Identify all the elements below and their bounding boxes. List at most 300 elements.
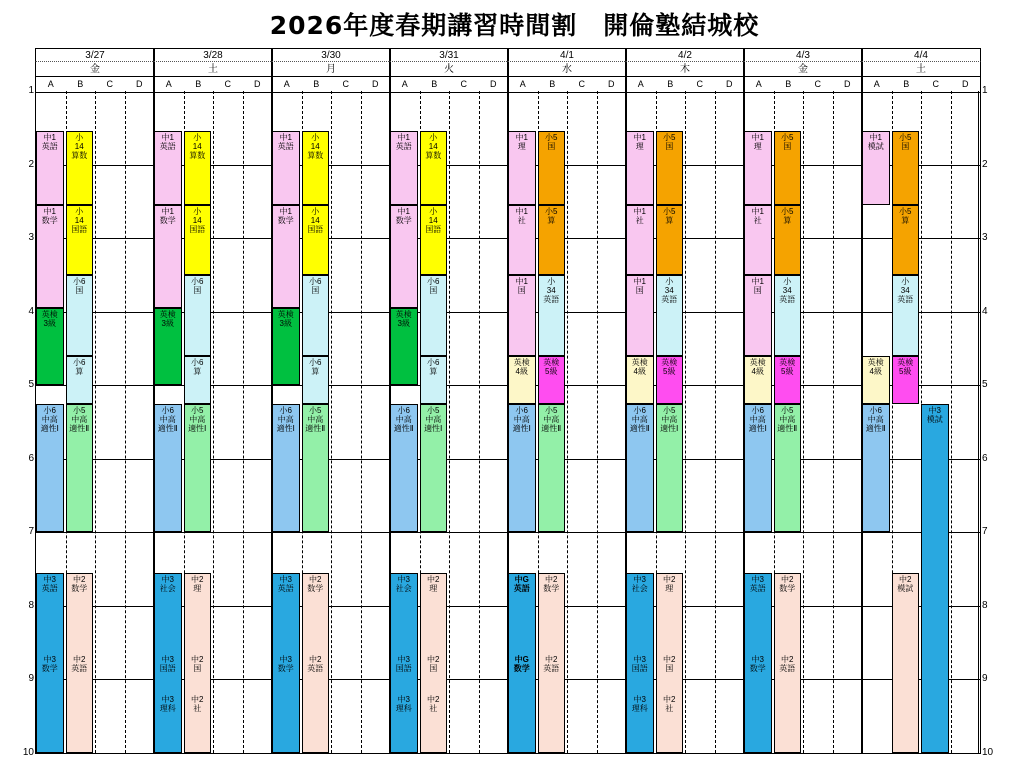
class-block-line: 中3	[633, 654, 646, 664]
slot-separator	[567, 91, 568, 753]
period-line	[390, 532, 508, 533]
class-block-line: 中3	[161, 654, 174, 664]
class-block-line: 算	[547, 216, 556, 225]
class-block-line: 中高	[189, 414, 206, 424]
slot-header-b: B	[431, 79, 438, 89]
class-block-line: 英語	[277, 583, 294, 593]
class-block[interactable]	[302, 573, 330, 753]
day-date-header: 3/30	[271, 48, 391, 62]
class-block-line: 中高	[543, 414, 560, 424]
class-block-line: 英語	[543, 294, 560, 304]
class-block-line: 国	[429, 285, 438, 295]
class-block-sub	[391, 655, 417, 673]
class-block[interactable]	[626, 573, 654, 753]
class-block[interactable]	[656, 275, 684, 356]
slot-header-d: D	[490, 79, 497, 89]
class-block[interactable]	[184, 275, 212, 356]
class-block-line: 中高	[513, 414, 530, 424]
class-block[interactable]	[154, 131, 182, 205]
class-block-line: 3級	[161, 318, 174, 328]
class-block-line: 英語	[71, 663, 88, 673]
class-block[interactable]	[36, 573, 64, 753]
slot-header-a: A	[755, 79, 762, 89]
class-block-line: 中2	[781, 654, 794, 664]
class-block[interactable]	[36, 205, 64, 308]
period-number: 5	[982, 379, 988, 391]
period-line	[508, 532, 626, 533]
class-block-line: 理	[193, 583, 202, 593]
class-block[interactable]	[272, 205, 300, 308]
class-block-line: 小5	[899, 207, 912, 216]
class-block[interactable]	[892, 131, 920, 205]
slot-separator	[833, 91, 834, 753]
slot-separator	[597, 91, 598, 753]
class-block[interactable]	[36, 131, 64, 205]
slot-header-d: D	[136, 79, 143, 89]
class-block-line: 理	[753, 142, 762, 152]
period-number: 6	[982, 452, 988, 464]
class-block-line: 小6	[427, 276, 440, 286]
class-block-line: 算数	[425, 151, 442, 161]
class-block[interactable]	[538, 404, 566, 533]
class-block-line: 34	[900, 285, 910, 295]
class-block-line: 14	[74, 142, 84, 152]
period-line	[154, 532, 272, 533]
class-block[interactable]	[302, 275, 330, 356]
class-block-line: 数学	[779, 583, 796, 593]
class-block-line: 社	[429, 703, 438, 713]
class-block-line: 中1	[515, 133, 528, 143]
class-block[interactable]	[184, 404, 212, 533]
class-block-line: 適性Ⅱ	[777, 423, 798, 433]
class-block-line: 中2	[427, 694, 440, 704]
class-block-line: 5級	[545, 366, 558, 376]
slot-header-a: A	[47, 79, 54, 89]
period-number: 6	[28, 452, 34, 464]
slot-header-a: A	[165, 79, 172, 89]
timetable-grid	[35, 48, 979, 753]
slot-header-c: C	[342, 79, 349, 89]
class-block[interactable]	[744, 275, 772, 356]
class-block-line: 中1	[515, 207, 528, 216]
class-block-line: 中3	[633, 574, 646, 584]
class-block[interactable]	[538, 275, 566, 356]
class-block-line: 国	[75, 285, 84, 295]
slot-header-a: A	[401, 79, 408, 89]
class-block-line: 14	[74, 216, 84, 225]
class-block[interactable]	[508, 205, 536, 275]
class-block-line: 中1	[161, 207, 174, 216]
class-block-sub	[421, 695, 447, 713]
class-block[interactable]	[744, 404, 772, 533]
class-block-line: 英検	[897, 357, 914, 367]
class-block[interactable]	[656, 205, 684, 275]
class-block[interactable]	[774, 205, 802, 275]
class-block[interactable]	[66, 131, 94, 205]
class-block-line: 中2	[191, 694, 204, 704]
class-block-line: 適性Ⅰ	[276, 423, 295, 433]
class-block-line: 14	[428, 216, 438, 225]
class-block-line: 中高	[425, 414, 442, 424]
class-block[interactable]	[656, 573, 684, 753]
class-block[interactable]	[302, 356, 330, 404]
class-block-line: 中高	[71, 414, 88, 424]
class-block-line: 中2	[663, 654, 676, 664]
class-block-line: 中1	[751, 276, 764, 286]
class-block-line: 理科	[395, 703, 412, 713]
class-block-line: 小5	[309, 405, 322, 415]
class-block-line: 小6	[397, 405, 410, 415]
class-block-line: 国	[429, 663, 438, 673]
class-block-line: 国語	[71, 225, 88, 234]
class-block-sub	[37, 655, 63, 673]
class-block[interactable]	[656, 404, 684, 533]
class-block[interactable]	[390, 131, 418, 205]
class-block-line: 数学	[277, 663, 294, 673]
class-block[interactable]	[921, 404, 949, 753]
slot-separator	[213, 91, 214, 753]
class-block-line: 14	[192, 142, 202, 152]
class-block[interactable]	[626, 131, 654, 205]
class-block-line: 国	[665, 142, 674, 152]
slot-header-a: A	[873, 79, 880, 89]
class-block[interactable]	[390, 573, 418, 753]
class-block-line: 英語	[307, 663, 324, 673]
class-block-line: 中3	[751, 574, 764, 584]
class-block-line: 中3	[161, 694, 174, 704]
class-block-line: 国語	[631, 663, 648, 673]
class-block[interactable]	[36, 404, 64, 533]
class-block[interactable]	[154, 205, 182, 308]
slot-header-c: C	[460, 79, 467, 89]
day-of-week-header: 土	[861, 61, 981, 77]
class-block-line: 適性Ⅱ	[305, 423, 326, 433]
class-block[interactable]	[302, 131, 330, 205]
class-block-line: 数学	[159, 216, 176, 225]
class-block-line: 小5	[663, 133, 676, 143]
class-block-line: 中高	[277, 414, 294, 424]
class-block[interactable]	[656, 356, 684, 404]
class-block[interactable]	[744, 131, 772, 205]
period-number: 1	[982, 85, 988, 96]
class-block-line: 小6	[191, 276, 204, 286]
class-block[interactable]	[892, 205, 920, 275]
class-block[interactable]	[508, 131, 536, 205]
class-block[interactable]	[508, 275, 536, 356]
class-block-line: 英語	[661, 294, 678, 304]
class-block[interactable]	[36, 308, 64, 385]
period-line	[36, 385, 154, 386]
class-block[interactable]	[66, 205, 94, 275]
class-block-line: 算	[665, 216, 674, 225]
class-block-line: 小	[429, 133, 438, 143]
class-block[interactable]	[862, 404, 890, 533]
class-block-line: 英検	[159, 309, 176, 319]
class-block-line: 中2	[781, 574, 794, 584]
class-block-line: 中1	[633, 207, 646, 216]
class-block[interactable]	[420, 573, 448, 753]
class-block-line: 小	[193, 133, 202, 143]
class-block[interactable]	[154, 404, 182, 533]
class-block[interactable]	[66, 573, 94, 753]
class-block-line: 小	[75, 133, 84, 143]
class-block[interactable]	[862, 131, 890, 205]
class-block-sub	[657, 695, 683, 713]
class-block[interactable]	[892, 573, 920, 753]
slot-header-d: D	[608, 79, 615, 89]
class-block[interactable]	[390, 205, 418, 308]
slot-header-d: D	[372, 79, 379, 89]
class-block-line: 中2	[73, 654, 86, 664]
class-block-line: 英語	[749, 583, 766, 593]
class-block-line: 中1	[869, 133, 882, 143]
day-date-header: 3/31	[389, 48, 509, 62]
class-block-line: 小5	[663, 207, 676, 216]
class-block-line: 小5	[545, 133, 558, 143]
class-block[interactable]	[626, 275, 654, 356]
class-block-line: 社	[753, 216, 762, 225]
class-block-line: 14	[192, 216, 202, 225]
class-block-sub	[303, 655, 329, 673]
class-block-line: 国語	[189, 225, 206, 234]
class-block-line: 小	[429, 207, 438, 216]
class-block[interactable]	[66, 275, 94, 356]
class-block[interactable]	[744, 205, 772, 275]
class-block-line: 理	[517, 142, 526, 152]
class-block[interactable]	[626, 356, 654, 404]
slot-header-c: C	[932, 79, 939, 89]
class-block[interactable]	[272, 308, 300, 385]
class-block[interactable]	[508, 356, 536, 404]
period-line	[744, 532, 862, 533]
class-block-line: 国	[311, 285, 320, 295]
class-block-line: 中1	[43, 133, 56, 143]
class-block[interactable]	[420, 356, 448, 404]
page-title: 2026年度春期講習時間割 開倫塾結城校	[269, 11, 760, 40]
class-block-line: 小6	[515, 405, 528, 415]
class-block[interactable]	[774, 356, 802, 404]
class-block-line: 中2	[663, 574, 676, 584]
slot-separator	[479, 91, 480, 753]
class-block-line: 社会	[159, 583, 176, 593]
class-block-line: 算	[75, 366, 84, 376]
class-block[interactable]	[892, 275, 920, 356]
class-block[interactable]	[420, 275, 448, 356]
class-block[interactable]	[626, 404, 654, 533]
class-block-line: 14	[310, 216, 320, 225]
slot-header-b: B	[903, 79, 910, 89]
class-block-line: 国	[517, 285, 526, 295]
period-number: 2	[982, 158, 988, 170]
day-of-week-header: 木	[625, 61, 745, 77]
class-block-line: 中1	[633, 133, 646, 143]
class-block[interactable]	[272, 404, 300, 533]
class-block-line: 数学	[277, 216, 294, 225]
class-block-line: 中高	[749, 414, 766, 424]
slot-separator	[361, 91, 362, 753]
class-block-line: 英検	[543, 357, 560, 367]
class-block-line: 英検	[277, 309, 294, 319]
class-block-line: 小	[311, 207, 320, 216]
class-block-line: 小5	[899, 133, 912, 143]
slot-separator	[243, 91, 244, 753]
class-block[interactable]	[184, 205, 212, 275]
class-block-line: 中2	[899, 574, 912, 584]
class-block[interactable]	[538, 356, 566, 404]
day-of-week-header: 月	[271, 61, 391, 77]
class-block-line: 数学	[71, 583, 88, 593]
class-block-line: 小	[783, 276, 792, 286]
class-block-line: 英検	[41, 309, 58, 319]
class-block-line: 中2	[663, 694, 676, 704]
class-block[interactable]	[774, 275, 802, 356]
class-block[interactable]	[154, 308, 182, 385]
class-block-line: 適性Ⅰ	[512, 423, 531, 433]
day-date-header: 4/4	[861, 48, 981, 62]
class-block[interactable]	[538, 573, 566, 753]
period-number: 1	[28, 85, 34, 96]
class-block-line: 小5	[781, 207, 794, 216]
class-block-line: 算数	[189, 151, 206, 161]
class-block-line: 英語	[897, 294, 914, 304]
class-block-line: 英語	[779, 663, 796, 673]
class-block-sub	[627, 655, 653, 673]
class-block[interactable]	[154, 573, 182, 753]
slot-header-b: B	[667, 79, 674, 89]
class-block-line: 英語	[159, 142, 176, 152]
period-ruler-left	[0, 48, 35, 758]
class-block[interactable]	[774, 131, 802, 205]
class-block-line: 数学	[513, 663, 530, 673]
class-block-line: 模試	[897, 583, 914, 593]
class-block-line: 中2	[309, 574, 322, 584]
slot-header-c: C	[106, 79, 113, 89]
class-block-line: 4級	[751, 366, 764, 376]
slot-header-c: C	[696, 79, 703, 89]
slot-separator	[331, 91, 332, 753]
class-block[interactable]	[538, 131, 566, 205]
class-block[interactable]	[272, 573, 300, 753]
class-block[interactable]	[626, 205, 654, 275]
class-block-line: 英語	[277, 142, 294, 152]
class-block-sub	[391, 695, 417, 713]
class-block-line: 小5	[73, 405, 86, 415]
class-block[interactable]	[892, 356, 920, 404]
class-block-line: 国	[901, 142, 910, 152]
slot-header-a: A	[283, 79, 290, 89]
class-block-sub	[185, 695, 211, 713]
period-line	[154, 385, 272, 386]
slot-header-b: B	[195, 79, 202, 89]
class-block[interactable]	[184, 356, 212, 404]
class-block-line: 国	[193, 663, 202, 673]
class-block-line: 国	[753, 285, 762, 295]
slot-header-d: D	[962, 79, 969, 89]
class-block[interactable]	[302, 205, 330, 275]
class-block[interactable]	[862, 356, 890, 404]
class-block[interactable]	[508, 573, 536, 753]
class-block-line: 小6	[191, 357, 204, 367]
slot-separator	[95, 91, 96, 753]
class-block-line: 中高	[779, 414, 796, 424]
slot-header-b: B	[77, 79, 84, 89]
class-block-line: 中高	[395, 414, 412, 424]
class-block-line: 中3	[397, 574, 410, 584]
class-block[interactable]	[420, 205, 448, 275]
slot-header-a: A	[519, 79, 526, 89]
slot-header-b: B	[785, 79, 792, 89]
class-block[interactable]	[390, 404, 418, 533]
class-block[interactable]	[184, 131, 212, 205]
class-block[interactable]	[774, 404, 802, 533]
class-block-line: 国	[547, 142, 556, 152]
class-block-line: 中2	[191, 654, 204, 664]
day-of-week-header: 火	[389, 61, 509, 77]
class-block-line: 英語	[543, 663, 560, 673]
class-block-line: 中高	[867, 414, 884, 424]
period-number: 4	[982, 305, 988, 317]
class-block-line: 中1	[397, 133, 410, 143]
class-block[interactable]	[302, 404, 330, 533]
class-block[interactable]	[420, 131, 448, 205]
class-block-line: 3級	[279, 318, 292, 328]
class-block-line: 小6	[73, 357, 86, 367]
class-block-line: 算数	[71, 151, 88, 161]
class-block[interactable]	[744, 356, 772, 404]
class-block[interactable]	[66, 356, 94, 404]
period-line	[272, 532, 390, 533]
class-block-line: 模試	[926, 414, 943, 424]
class-block[interactable]	[508, 404, 536, 533]
class-block-line: 中3	[279, 654, 292, 664]
class-block-sub	[775, 655, 801, 673]
class-block[interactable]	[420, 404, 448, 533]
period-number: 8	[28, 599, 34, 611]
class-block-line: 適性Ⅰ	[424, 423, 443, 433]
class-block[interactable]	[656, 131, 684, 205]
period-number: 10	[982, 747, 994, 758]
class-block-sub	[155, 695, 181, 713]
class-block-line: 英検	[779, 357, 796, 367]
class-block-line: 中3	[928, 405, 941, 415]
class-block-line: 社	[517, 216, 526, 225]
class-block-sub	[657, 655, 683, 673]
class-block[interactable]	[66, 404, 94, 533]
class-block-line: 数学	[41, 663, 58, 673]
class-block-line: 小6	[309, 276, 322, 286]
class-block-line: 小6	[309, 357, 322, 367]
class-block-line: 模試	[867, 142, 884, 152]
class-block-line: 小	[75, 207, 84, 216]
class-block[interactable]	[538, 205, 566, 275]
class-block[interactable]	[744, 573, 772, 753]
class-block-line: 中1	[43, 207, 56, 216]
class-block-line: 5級	[781, 366, 794, 376]
class-block-line: 小	[311, 133, 320, 143]
class-block-line: 中1	[397, 207, 410, 216]
class-block[interactable]	[184, 573, 212, 753]
class-block[interactable]	[390, 308, 418, 385]
class-block[interactable]	[774, 573, 802, 753]
class-block-line: 適性Ⅱ	[541, 423, 562, 433]
class-block-line: 小6	[869, 405, 882, 415]
class-block-sub	[185, 655, 211, 673]
class-block-line: 中2	[545, 654, 558, 664]
period-number: 9	[28, 673, 34, 685]
class-block-line: 中3	[633, 694, 646, 704]
class-block[interactable]	[272, 131, 300, 205]
class-block-line: 英語	[513, 583, 530, 593]
